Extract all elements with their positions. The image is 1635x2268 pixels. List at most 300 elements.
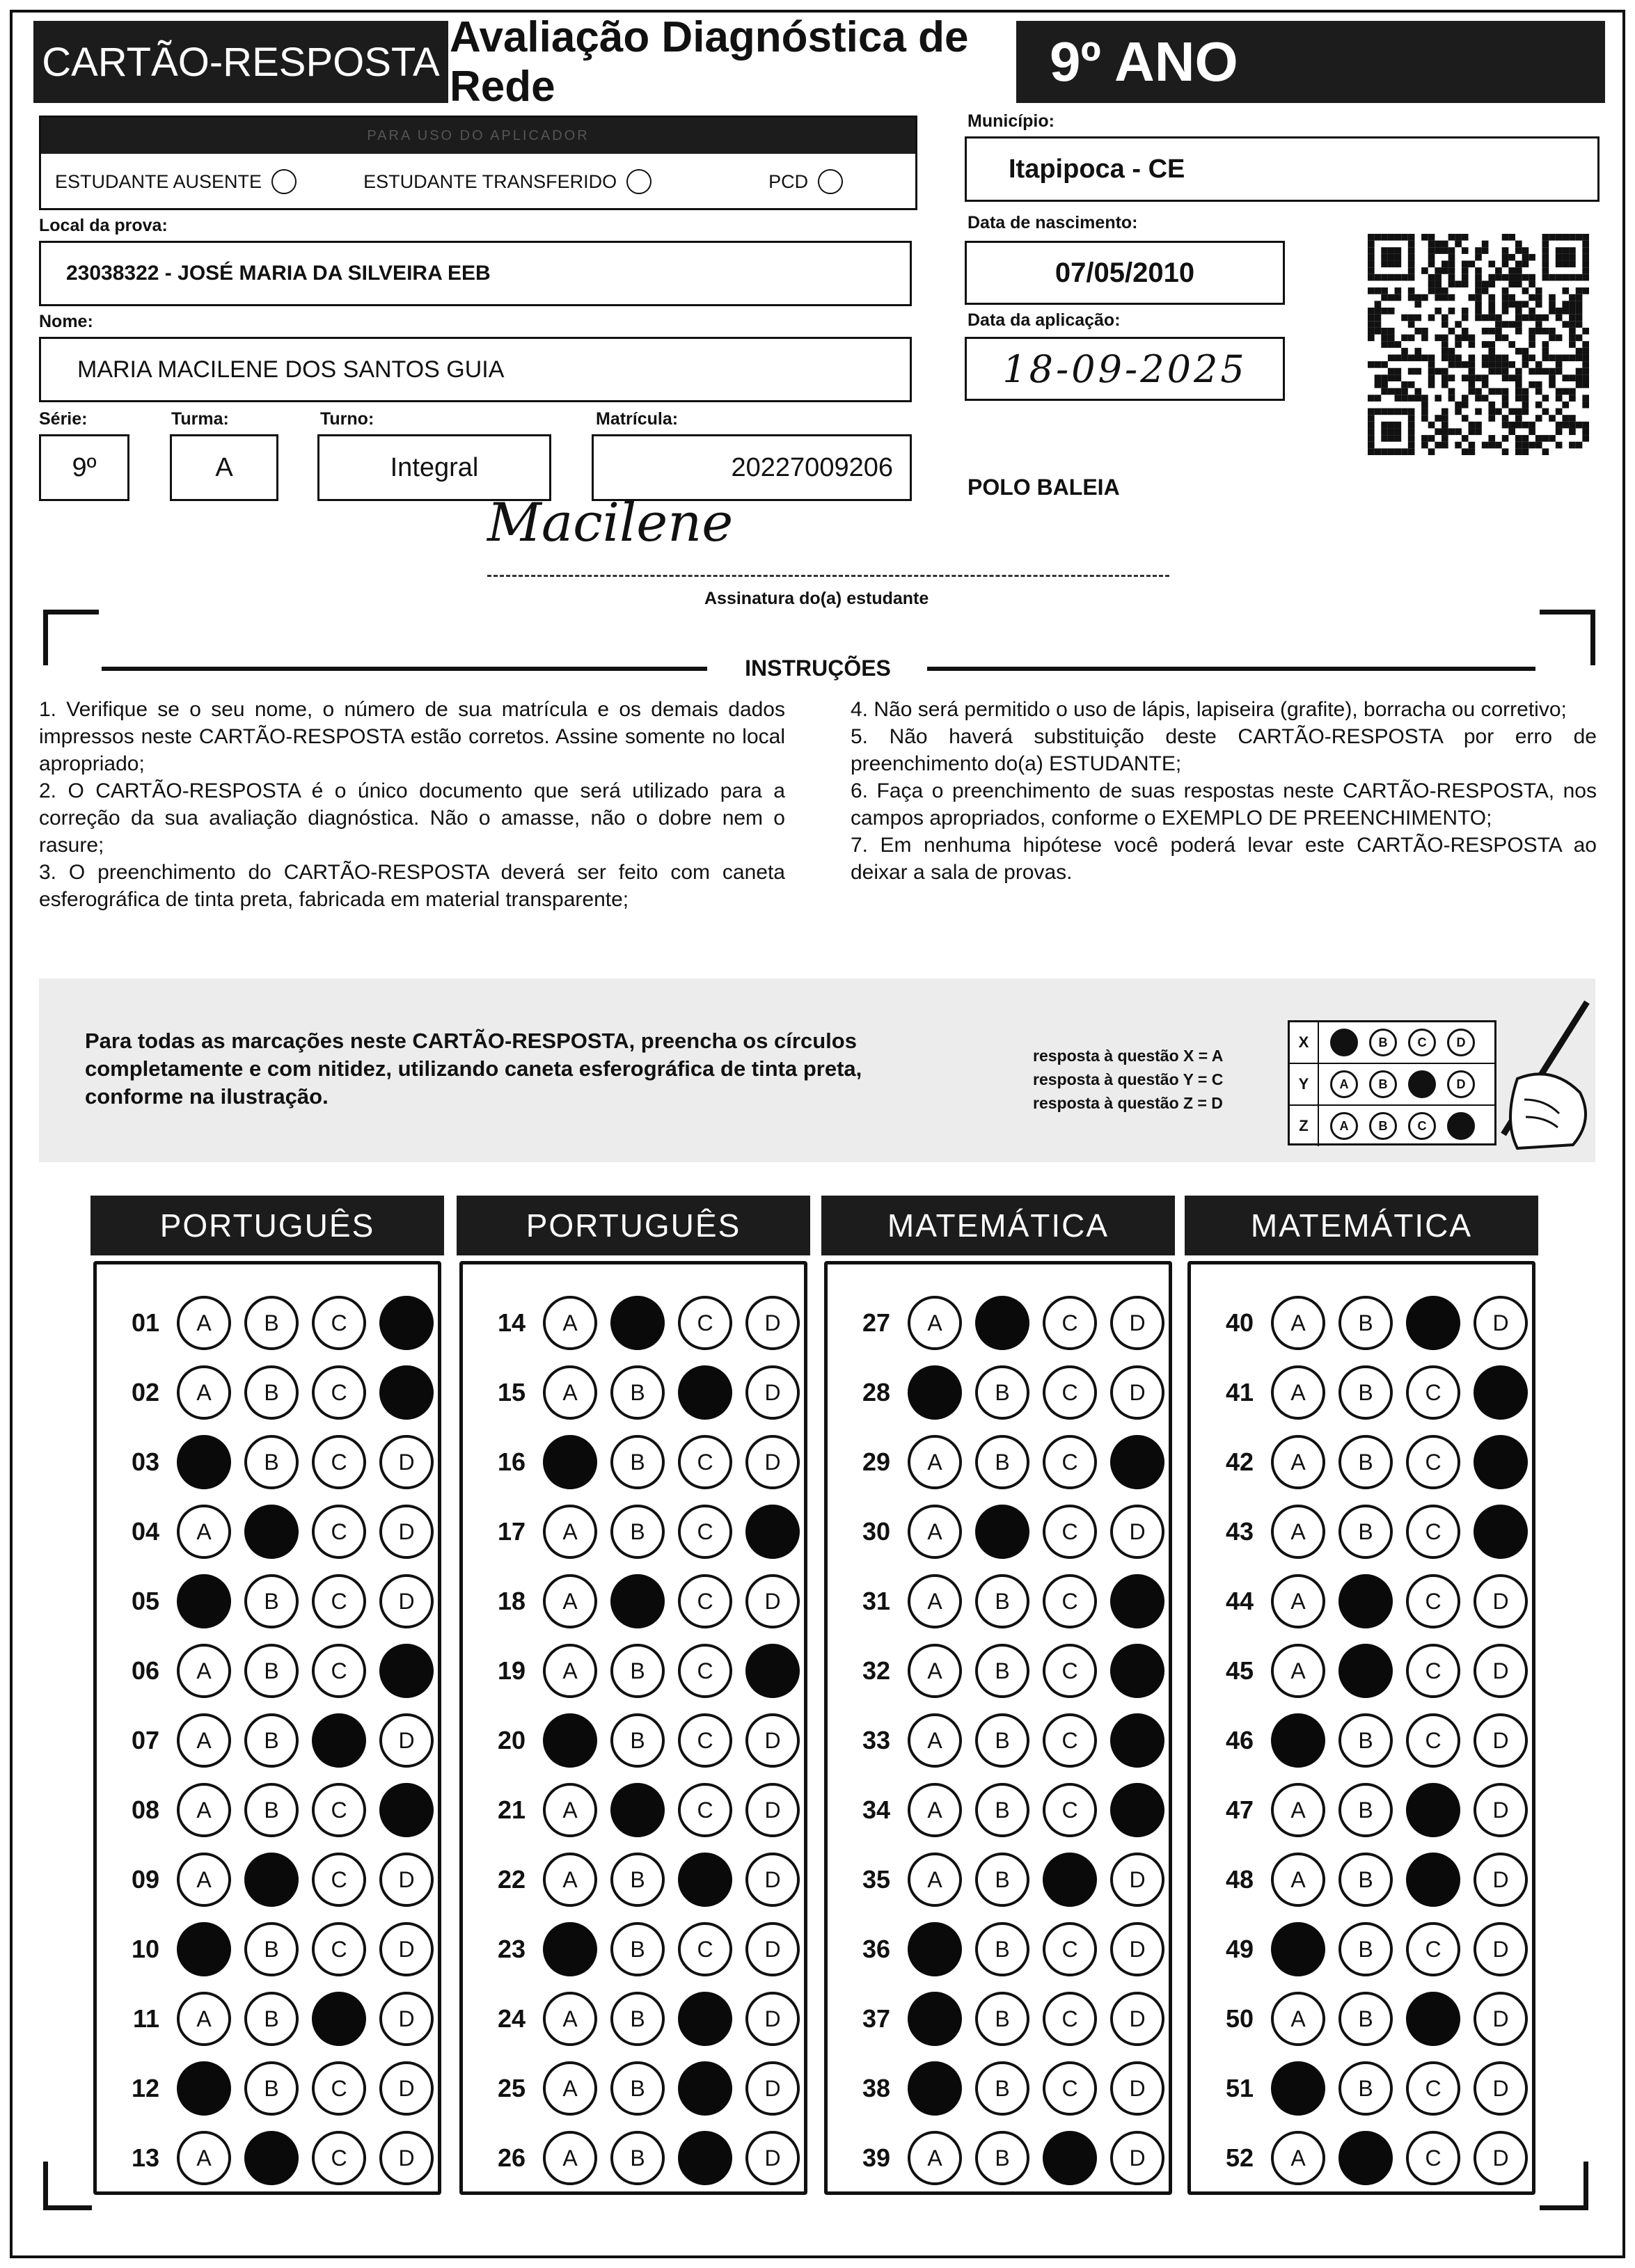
answer-bubble-c[interactable]: C [312, 1435, 366, 1489]
answer-bubble-c[interactable]: C [312, 1922, 366, 1976]
answer-bubble-c[interactable]: C [312, 1574, 366, 1628]
answer-bubble-a[interactable]: A [543, 1992, 597, 2046]
answer-bubble-a[interactable]: A [543, 2061, 597, 2116]
question-row [828, 1845, 1169, 1914]
serie-label: Série: [39, 409, 88, 429]
answer-bubble-c[interactable]: C [1043, 1365, 1097, 1420]
matricula-field: 20227009206 [592, 434, 912, 501]
answer-bubble-a[interactable]: A [543, 1365, 597, 1420]
answer-bubble-c[interactable]: C [1043, 1296, 1097, 1350]
answer-bubble-b[interactable]: B [1338, 1922, 1393, 1976]
absent-checkbox[interactable] [271, 169, 297, 194]
answer-bubble-b[interactable] [975, 1296, 1029, 1350]
question-row [1191, 1636, 1532, 1706]
question-row [463, 1497, 804, 1567]
answer-panel [459, 1261, 807, 2195]
answer-bubble-b[interactable]: B [244, 1574, 299, 1628]
answer-bubble-a[interactable] [908, 1922, 962, 1976]
answer-bubble-d[interactable]: D [1110, 1853, 1164, 1907]
answer-bubble-b[interactable] [1338, 2131, 1393, 2185]
answer-bubble-d[interactable]: D [1474, 1783, 1528, 1837]
question-number: 20 [497, 1726, 526, 1754]
answer-bubble-b[interactable]: B [244, 1713, 299, 1768]
answer-bubble-a[interactable]: A [543, 1574, 597, 1628]
answer-bubble-c[interactable] [312, 1713, 366, 1768]
answer-bubble-d[interactable]: D [745, 1574, 800, 1628]
transferred-checkbox[interactable] [626, 169, 651, 194]
answer-bubble-d[interactable]: D [379, 1992, 434, 2046]
answer-bubble-d[interactable] [379, 1644, 434, 1698]
answer-bubble-a[interactable]: A [177, 1365, 231, 1420]
answer-bubble-b[interactable]: B [244, 1296, 299, 1350]
answer-bubble-c[interactable]: C [678, 1922, 732, 1976]
answer-bubble-c[interactable]: C [1043, 1992, 1097, 2046]
question-row [97, 1914, 438, 1984]
example-bubble: B [1369, 1029, 1397, 1056]
answer-bubble-c[interactable]: C [678, 1435, 732, 1489]
answer-bubble-b[interactable]: B [1338, 1296, 1393, 1350]
answer-bubble-a[interactable]: A [908, 2131, 962, 2185]
answer-bubble-d[interactable]: D [379, 1853, 434, 1907]
question-number: 22 [497, 1865, 526, 1894]
question-number: 31 [862, 1587, 890, 1615]
answer-bubble-a[interactable]: A [908, 1505, 962, 1559]
answer-bubble-c[interactable]: C [1406, 1435, 1460, 1489]
answer-bubble-d[interactable]: D [745, 1365, 800, 1420]
instructions-title: INSTRUÇÕES [745, 656, 891, 681]
answer-bubble-b[interactable] [975, 1505, 1029, 1559]
question-row [1191, 1288, 1532, 1358]
answer-bubble-d[interactable]: D [379, 1505, 434, 1559]
instruction-item: 7. Em nenhuma hipótese você poderá levar este CARTÃO-RESPOSTA ao deixar a sala de provas. [851, 834, 1597, 884]
instruction-item: 2. O CARTÃO-RESPOSTA é o único documento que será utilizado para a correção da sua avaliação diagnóstica. Não o amasse, não o dobre nem o rasure; [39, 779, 785, 857]
answer-bubble-d[interactable]: D [1110, 1296, 1164, 1350]
answer-bubble-a[interactable]: A [1271, 1783, 1325, 1837]
answer-bubble-c[interactable] [1043, 1853, 1097, 1907]
answer-bubble-b[interactable]: B [610, 1365, 665, 1420]
municipio-label: Município: [967, 111, 1055, 131]
answer-bubble-a[interactable]: A [1271, 1644, 1325, 1698]
example-legend [1033, 1044, 1223, 1115]
question-row [828, 1775, 1169, 1845]
answer-bubble-c[interactable]: C [678, 1644, 732, 1698]
answer-bubble-b[interactable]: B [244, 1783, 299, 1837]
section-title: MATEMÁTICA [1185, 1196, 1538, 1255]
answer-bubble-a[interactable] [177, 1435, 231, 1489]
section-title: MATEMÁTICA [821, 1196, 1175, 1255]
answer-bubble-d[interactable]: D [745, 1435, 800, 1489]
question-row [1191, 2123, 1532, 2193]
question-row [97, 1567, 438, 1636]
answer-bubble-a[interactable]: A [1271, 1435, 1325, 1489]
answer-bubble-d[interactable] [379, 1296, 434, 1350]
answer-bubble-d[interactable] [1110, 1574, 1164, 1628]
answer-bubble-b[interactable]: B [1338, 1365, 1393, 1420]
answer-bubble-b[interactable]: B [610, 1435, 665, 1489]
question-number: 06 [131, 1656, 159, 1685]
answer-bubble-d[interactable]: D [1110, 1992, 1164, 2046]
answer-bubble-d[interactable]: D [745, 1922, 800, 1976]
answer-bubble-b[interactable]: B [975, 1783, 1029, 1837]
answer-bubble-b[interactable]: B [610, 1992, 665, 2046]
question-number: 28 [862, 1378, 890, 1406]
answer-bubble-c[interactable]: C [1043, 1644, 1097, 1698]
answer-bubble-b[interactable]: B [975, 2131, 1029, 2185]
corner-mark [1540, 610, 1595, 665]
question-number: 50 [1225, 2004, 1254, 2033]
question-row [828, 2054, 1169, 2123]
question-number: 34 [862, 1795, 890, 1824]
matricula-label: Matrícula: [596, 409, 679, 429]
answer-bubble-d[interactable] [1474, 1505, 1528, 1559]
answer-bubble-a[interactable]: A [177, 1853, 231, 1907]
question-number: 12 [131, 2074, 159, 2102]
application-date-field[interactable]: 18-09-2025 [965, 337, 1285, 401]
answer-bubble-b[interactable] [610, 1296, 665, 1350]
question-number: 19 [497, 1656, 526, 1685]
answer-bubble-b[interactable]: B [610, 1853, 665, 1907]
answer-bubble-c[interactable]: C [1043, 1713, 1097, 1768]
answer-bubble-a[interactable]: A [908, 1644, 962, 1698]
question-number: 35 [862, 1865, 890, 1894]
answer-bubble-a[interactable]: A [1271, 1853, 1325, 1907]
answer-bubble-a[interactable]: A [908, 1783, 962, 1837]
student-signature[interactable]: Macilene [487, 491, 734, 553]
answer-bubble-d[interactable]: D [745, 2061, 800, 2116]
answer-bubble-a[interactable]: A [543, 1296, 597, 1350]
answer-bubble-d[interactable]: D [379, 1922, 434, 1976]
answer-bubble-b[interactable]: B [975, 1853, 1029, 1907]
answer-bubble-b[interactable]: B [975, 1992, 1029, 2046]
instruction-item: 1. Verifique se o seu nome, o número de sua matrícula e os demais dados impressos neste CARTÃO-RESPOSTA estão corretos. Assine somente no local apropriado; [39, 698, 785, 775]
answer-bubble-a[interactable] [1271, 1922, 1325, 1976]
answer-bubble-a[interactable] [1271, 2061, 1325, 2116]
answer-bubble-c[interactable]: C [1406, 1574, 1460, 1628]
answer-bubble-a[interactable]: A [908, 1713, 962, 1768]
answer-bubble-b[interactable]: B [1338, 1505, 1393, 1559]
answer-bubble-d[interactable]: D [1110, 1365, 1164, 1420]
answer-bubble-a[interactable]: A [908, 1853, 962, 1907]
corner-mark [43, 2162, 92, 2210]
answer-bubble-b[interactable]: B [975, 1435, 1029, 1489]
question-number: 42 [1225, 1448, 1254, 1476]
answer-bubble-d[interactable] [1110, 1713, 1164, 1768]
example-bubble: C [1408, 1029, 1436, 1056]
question-number: 16 [497, 1448, 526, 1476]
answer-bubble-d[interactable]: D [1110, 1922, 1164, 1976]
answer-bubble-d[interactable]: D [745, 1296, 800, 1350]
answer-bubble-d[interactable] [1110, 1783, 1164, 1837]
question-row [97, 1497, 438, 1567]
answer-bubble-b[interactable]: B [244, 1922, 299, 1976]
answer-bubble-a[interactable]: A [908, 1574, 962, 1628]
local-field: 23038322 - JOSÉ MARIA DA SILVEIRA EEB [39, 241, 912, 306]
question-number: 48 [1225, 1865, 1254, 1894]
answer-bubble-b[interactable]: B [1338, 1992, 1393, 2046]
answer-bubble-c[interactable] [1406, 1853, 1460, 1907]
answer-bubble-c[interactable]: C [312, 1365, 366, 1420]
question-number: 07 [131, 1726, 159, 1754]
pcd-checkbox[interactable] [818, 169, 843, 194]
answer-bubble-b[interactable] [244, 2131, 299, 2185]
answer-bubble-b[interactable]: B [244, 1644, 299, 1698]
answer-bubble-c[interactable] [1406, 1992, 1460, 2046]
answer-bubble-a[interactable]: A [177, 1713, 231, 1768]
question-row [463, 1636, 804, 1706]
answer-bubble-b[interactable]: B [610, 2131, 665, 2185]
answer-bubble-b[interactable] [610, 1574, 665, 1628]
question-number: 09 [131, 1865, 159, 1894]
answer-bubble-d[interactable]: D [379, 2131, 434, 2185]
answer-bubble-c[interactable] [678, 2061, 732, 2116]
answer-bubble-b[interactable]: B [1338, 1783, 1393, 1837]
answer-bubble-b[interactable]: B [975, 1713, 1029, 1768]
answer-bubble-b[interactable]: B [610, 1505, 665, 1559]
answer-bubble-d[interactable]: D [379, 1713, 434, 1768]
answer-bubble-b[interactable]: B [244, 2061, 299, 2116]
question-row [828, 1567, 1169, 1636]
answer-bubble-b[interactable]: B [1338, 1435, 1393, 1489]
example-bubble: C [1408, 1112, 1436, 1140]
question-row [463, 1845, 804, 1914]
answer-bubble-c[interactable]: C [1043, 2061, 1097, 2116]
answer-bubble-a[interactable]: A [177, 1644, 231, 1698]
answer-bubble-a[interactable]: A [1271, 2131, 1325, 2185]
answer-bubble-d[interactable]: D [1474, 1853, 1528, 1907]
answer-bubble-b[interactable]: B [610, 2061, 665, 2116]
answer-bubble-d[interactable]: D [1474, 1644, 1528, 1698]
answer-bubble-a[interactable] [1271, 1713, 1325, 1768]
answer-bubble-a[interactable] [908, 1992, 962, 2046]
answer-bubble-a[interactable] [177, 1574, 231, 1628]
question-number: 43 [1225, 1517, 1254, 1546]
question-number: 01 [131, 1308, 159, 1337]
answer-bubble-c[interactable] [1406, 1783, 1460, 1837]
answer-bubble-c[interactable] [678, 2131, 732, 2185]
answer-bubble-b[interactable] [244, 1505, 299, 1559]
answer-bubble-c[interactable] [678, 1365, 732, 1420]
answer-bubble-d[interactable]: D [1110, 2131, 1164, 2185]
answer-bubble-d[interactable]: D [745, 1853, 800, 1907]
answer-bubble-a[interactable] [177, 1922, 231, 1976]
answer-bubble-c[interactable] [678, 1992, 732, 2046]
question-row [1191, 1567, 1532, 1636]
answer-bubble-c[interactable]: C [678, 1713, 732, 1768]
legend-item: resposta à questão X = A [1033, 1047, 1224, 1065]
answer-bubble-c[interactable]: C [1406, 2061, 1460, 2116]
answer-bubble-c[interactable] [1406, 1296, 1460, 1350]
answer-bubble-d[interactable] [745, 1644, 800, 1698]
answer-bubble-a[interactable]: A [1271, 1365, 1325, 1420]
answer-bubble-a[interactable]: A [177, 1783, 231, 1837]
answer-bubble-b[interactable]: B [610, 1922, 665, 1976]
transferred-label: ESTUDANTE TRANSFERIDO [363, 171, 617, 192]
question-row [97, 1636, 438, 1706]
answer-bubble-a[interactable]: A [177, 1505, 231, 1559]
question-row [1191, 1497, 1532, 1567]
answer-bubble-c[interactable] [1043, 2131, 1097, 2185]
answer-bubble-b[interactable] [244, 1853, 299, 1907]
answer-bubble-b[interactable]: B [1338, 1713, 1393, 1768]
answer-bubble-a[interactable]: A [543, 1853, 597, 1907]
answer-bubble-d[interactable]: D [379, 1435, 434, 1489]
answer-bubble-a[interactable] [543, 1922, 597, 1976]
section-title: PORTUGUÊS [457, 1196, 810, 1255]
answer-bubble-a[interactable]: A [908, 1296, 962, 1350]
answer-bubble-d[interactable]: D [379, 2061, 434, 2116]
answer-bubble-c[interactable]: C [678, 1296, 732, 1350]
question-row [97, 1984, 438, 2054]
question-row [97, 1845, 438, 1914]
answer-bubble-d[interactable]: D [379, 1574, 434, 1628]
answer-bubble-d[interactable]: D [1474, 1574, 1528, 1628]
answer-bubble-a[interactable]: A [1271, 1505, 1325, 1559]
answer-bubble-d[interactable]: D [1474, 2061, 1528, 2116]
answer-bubble-c[interactable] [312, 1992, 366, 2046]
question-number: 05 [131, 1587, 159, 1615]
answer-bubble-d[interactable]: D [1474, 1713, 1528, 1768]
question-row [828, 1706, 1169, 1775]
answer-bubble-a[interactable]: A [1271, 1296, 1325, 1350]
signature-label: Assinatura do(a) estudante [704, 589, 929, 608]
answer-bubble-a[interactable] [908, 2061, 962, 2116]
question-row [97, 1358, 438, 1427]
question-row [463, 1706, 804, 1775]
answer-bubble-b[interactable]: B [975, 2061, 1029, 2116]
answer-bubble-a[interactable]: A [543, 1644, 597, 1698]
answer-bubble-c[interactable]: C [1043, 1435, 1097, 1489]
answer-bubble-c[interactable]: C [678, 1505, 732, 1559]
answer-bubble-d[interactable]: D [745, 1713, 800, 1768]
answer-bubble-c[interactable] [678, 1853, 732, 1907]
instruction-item: 3. O preenchimento do CARTÃO-RESPOSTA deverá ser feito com caneta esferográfica de tinta preta, fabricada em material transparente; [39, 861, 785, 911]
answer-bubble-a[interactable] [543, 1435, 597, 1489]
answer-bubble-d[interactable] [1110, 1644, 1164, 1698]
answer-bubble-c[interactable]: C [678, 1783, 732, 1837]
answer-bubble-a[interactable]: A [177, 2131, 231, 2185]
answer-bubble-c[interactable]: C [1406, 2131, 1460, 2185]
question-number: 47 [1225, 1795, 1254, 1824]
question-row [1191, 1914, 1532, 1984]
answer-bubble-c[interactable]: C [1406, 1922, 1460, 1976]
answer-bubble-b[interactable]: B [244, 1435, 299, 1489]
card-label: CARTÃO-RESPOSTA [33, 21, 448, 103]
answer-bubble-d[interactable]: D [745, 2131, 800, 2185]
answer-bubble-a[interactable]: A [177, 1992, 231, 2046]
answer-bubble-a[interactable] [908, 1365, 962, 1420]
answer-bubble-d[interactable]: D [1474, 1992, 1528, 2046]
turno-label: Turno: [320, 409, 374, 429]
answer-bubble-b[interactable]: B [244, 1365, 299, 1420]
answer-bubble-d[interactable]: D [745, 1992, 800, 2046]
municipio-field: Itapipoca - CE [965, 136, 1600, 202]
answer-bubble-c[interactable]: C [312, 2061, 366, 2116]
question-number: 45 [1225, 1656, 1254, 1685]
answer-bubble-b[interactable]: B [610, 1644, 665, 1698]
answer-bubble-c[interactable]: C [1043, 1922, 1097, 1976]
instructions-rule [102, 667, 707, 671]
answer-bubble-b[interactable] [1338, 1644, 1393, 1698]
question-number: 51 [1225, 2074, 1254, 2102]
answer-bubble-b[interactable]: B [610, 1713, 665, 1768]
question-number: 32 [862, 1656, 890, 1685]
answer-bubble-d[interactable] [379, 1783, 434, 1837]
answer-bubble-b[interactable]: B [1338, 1853, 1393, 1907]
application-date-label: Data da aplicação: [967, 310, 1121, 330]
question-row [1191, 1984, 1532, 2054]
question-row [463, 1427, 804, 1497]
answer-bubble-d[interactable] [1110, 1435, 1164, 1489]
answer-bubble-a[interactable]: A [543, 1783, 597, 1837]
answer-bubble-c[interactable]: C [1043, 1574, 1097, 1628]
example-bubble [1447, 1112, 1475, 1140]
answer-bubble-d[interactable]: D [1474, 1922, 1528, 1976]
question-row [828, 1497, 1169, 1567]
answer-bubble-a[interactable]: A [177, 1296, 231, 1350]
answer-bubble-d[interactable] [379, 1365, 434, 1420]
answer-bubble-c[interactable]: C [312, 1853, 366, 1907]
answer-bubble-d[interactable]: D [1110, 1505, 1164, 1559]
answer-bubble-c[interactable]: C [312, 1505, 366, 1559]
answer-bubble-d[interactable] [1474, 1435, 1528, 1489]
answer-bubble-a[interactable] [177, 2061, 231, 2116]
answer-bubble-d[interactable]: D [1110, 2061, 1164, 2116]
question-number: 29 [862, 1448, 890, 1476]
answer-bubble-c[interactable]: C [312, 1296, 366, 1350]
corner-mark [1540, 2162, 1588, 2210]
answer-bubble-b[interactable] [1338, 1574, 1393, 1628]
serie-field: 9º [39, 434, 129, 501]
question-row [1191, 1775, 1532, 1845]
answer-bubble-d[interactable] [1474, 1365, 1528, 1420]
answer-bubble-a[interactable]: A [543, 1505, 597, 1559]
answer-bubble-d[interactable]: D [745, 1783, 800, 1837]
answer-bubble-a[interactable]: A [1271, 1574, 1325, 1628]
question-row [828, 1636, 1169, 1706]
answer-bubble-b[interactable]: B [975, 1365, 1029, 1420]
answer-bubble-c[interactable]: C [312, 2131, 366, 2185]
answer-bubble-c[interactable]: C [678, 1574, 732, 1628]
answer-bubble-d[interactable] [745, 1505, 800, 1559]
legend-item: resposta à questão Z = D [1033, 1094, 1223, 1112]
question-row [828, 1358, 1169, 1427]
answer-bubble-c[interactable]: C [312, 1644, 366, 1698]
answer-bubble-a[interactable]: A [908, 1435, 962, 1489]
answer-bubble-b[interactable] [610, 1783, 665, 1837]
answer-bubble-b[interactable]: B [244, 1992, 299, 2046]
answer-bubble-b[interactable]: B [975, 1574, 1029, 1628]
answer-bubble-b[interactable]: B [1338, 2061, 1393, 2116]
answer-bubble-c[interactable]: C [1043, 1505, 1097, 1559]
answer-bubble-c[interactable]: C [1406, 1505, 1460, 1559]
question-row [97, 1775, 438, 1845]
answer-bubble-b[interactable]: B [975, 1922, 1029, 1976]
question-number: 11 [132, 2004, 159, 2033]
answer-bubble-d[interactable]: D [1474, 1296, 1528, 1350]
answer-bubble-c[interactable]: C [1406, 1713, 1460, 1768]
answer-bubble-b[interactable]: B [975, 1644, 1029, 1698]
answer-bubble-a[interactable]: A [1271, 1992, 1325, 2046]
answer-bubble-c[interactable]: C [1406, 1365, 1460, 1420]
answer-bubble-a[interactable] [543, 1713, 597, 1768]
answer-bubble-d[interactable]: D [1474, 2131, 1528, 2185]
question-number: 17 [497, 1517, 526, 1546]
answer-bubble-a[interactable]: A [543, 2131, 597, 2185]
question-row [463, 1775, 804, 1845]
answer-bubble-c[interactable]: C [1406, 1644, 1460, 1698]
answer-bubble-c[interactable]: C [1043, 1783, 1097, 1837]
answer-bubble-c[interactable]: C [312, 1783, 366, 1837]
